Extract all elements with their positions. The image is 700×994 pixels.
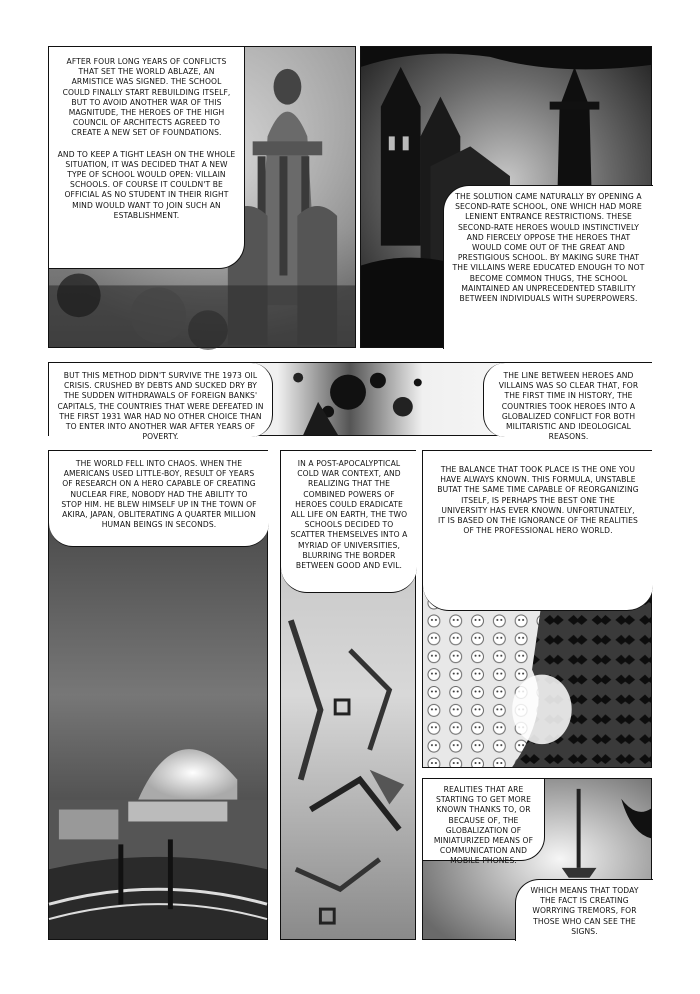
caption-text: REALITIES THAT ARE STARTING TO GET MORE KNOWN THANKS TO, OR BECAUSE OF, THE GLOBALIZATION OF MINIATURIZED MEANS OF COMMUNICATION AND MOBILE PHONES. [433, 785, 534, 866]
caption-box [49, 363, 273, 442]
panel-bats-crowd [422, 450, 652, 768]
caption-text: WHICH MEANS THAT TODAY THE FACT IS CREATING WORRYING TREMORS, FOR THOSE WHO CAN SEE THE SIGNS. [530, 886, 639, 936]
panel-nuclear-dome [48, 450, 268, 940]
panel-ink-strip [48, 362, 652, 442]
caption-text: AFTER FOUR LONG YEARS OF CONFLICTS THAT SET THE WORLD ABLAZE, AN ARMISTICE WAS SIGNED. THE SCHOOL COULD FINALLY START REBUILDING ITSELF, BUT TO AVOID ANOTHER WAR OF THIS MAGNITUDE, THE HEROES OF THE HIGH COUNCIL OF ARCHITECTS AGREED TO CREATE A NEW SET OF FOUNDATIONS. [62, 57, 231, 138]
panel-shattered-glass [280, 450, 416, 940]
caption-text: THE LINE BETWEEN HEROES AND VILLAINS WAS SO CLEAR THAT, FOR THE FIRST TIME IN HISTORY, THE COUNTRIES TOOK HEROES INTO A GLOBALIZED CONFLICT FOR BOTH MILITARISTIC AND IDEOLOGICAL REASONS. [498, 371, 639, 442]
caption-text: THE BALANCE THAT TOOK PLACE IS THE ONE YOU HAVE ALWAYS KNOWN. THIS FORMULA, UNSTABLE BUTAT THE SAME TIME CAPABLE OF REORGANIZING ITSELF, IS PERHAPS THE BEST ONE THE UNIVERSITY HAS EVER KNOWN. UNFORTUNATELY, IT IS BASED ON THE IGNORANCE OF THE REALITIES OF THE PROFESSIONAL HERO WORLD. [437, 465, 639, 536]
caption-box [443, 185, 653, 349]
panel-balance-scale [422, 778, 652, 940]
caption-box [49, 451, 269, 547]
caption-text: IN A POST-APOCALYPTICAL COLD WAR CONTEXT, AND REALIZING THAT THE COMBINED POWERS OF HEROES COULD ERADICATE ALL LIFE ON EARTH, THE TWO SCHOOLS DECIDED TO SCATTER THEMSELVES INTO A MYRIAD OF UNIVERSITIES, BLURRING THE BORDER BETWEEN GOOD AND EVIL. [290, 459, 408, 571]
caption-text: BUT THIS METHOD DIDN'T SURVIVE THE 1973 OIL CRISIS. CRUSHED BY DEBTS AND SUCKED DRY BY THE SUDDEN WITHDRAWALS OF FOREIGN BANKS' CAPITALS, THE COUNTRIES THAT WERE DEFEATED IN THE FIRST 1931 WAR HAD NO OTHER CHOICE THAN TO ENTER INTO ANOTHER WAR AFTER YEARS OF POVERTY. [57, 371, 264, 442]
caption-text: THE SOLUTION CAME NATURALLY BY OPENING A SECOND-RATE SCHOOL, ONE WHICH HAD MORE LENIENT ENTRANCE RESTRICTIONS. THESE SECOND-RATE HEROES WOULD INSTINCTIVELY AND FIERCELY OPPOSE THE HEROES THAT WOULD COME OUT OF THE GREAT AND PRESTIGIOUS SCHOOL. BY MAKING SURE THAT THE VILLAINS WERE EDUCATED ENOUGH TO NOT BECOME COMMON THUGS, THE SCHOOL MAINTAINED AN UNPRECEDENTED STABILITY BETWEEN INDIVIDUALS WITH SUPERPOWERS. [452, 192, 645, 304]
caption-box [281, 451, 417, 593]
caption-box [515, 879, 653, 941]
caption-box [49, 47, 245, 269]
panel-dark-towers [360, 46, 652, 348]
caption-box [423, 779, 545, 866]
caption-box [483, 363, 653, 442]
caption-text: AND TO KEEP A TIGHT LEASH ON THE WHOLE SITUATION, IT WAS DECIDED THAT A NEW TYPE OF SCHOOL WOULD OPEN: VILLAIN SCHOOLS. OF COURSE IT COULDN'T BE OFFICIAL AS NO STUDENT IN THEIR RIGHT MIND WOULD WANT TO JOIN SUCH AN ESTABLISHMENT. [57, 149, 236, 220]
caption-text: THE WORLD FELL INTO CHAOS. WHEN THE AMERICANS USED LITTLE-BOY, RESULT OF YEARS OF RESEARCH ON A HERO CAPABLE OF CREATING NUCLEAR FIRE, NOBODY HAD THE ABILITY TO STOP HIM. HE BLEW HIMSELF UP IN THE TOWN OF AKIRA, JAPAN, OBLITERATING A QUARTER MILLION HUMAN BEINGS IN SECONDS. [61, 459, 257, 530]
caption-box [423, 451, 653, 611]
panel-castle [48, 46, 356, 348]
